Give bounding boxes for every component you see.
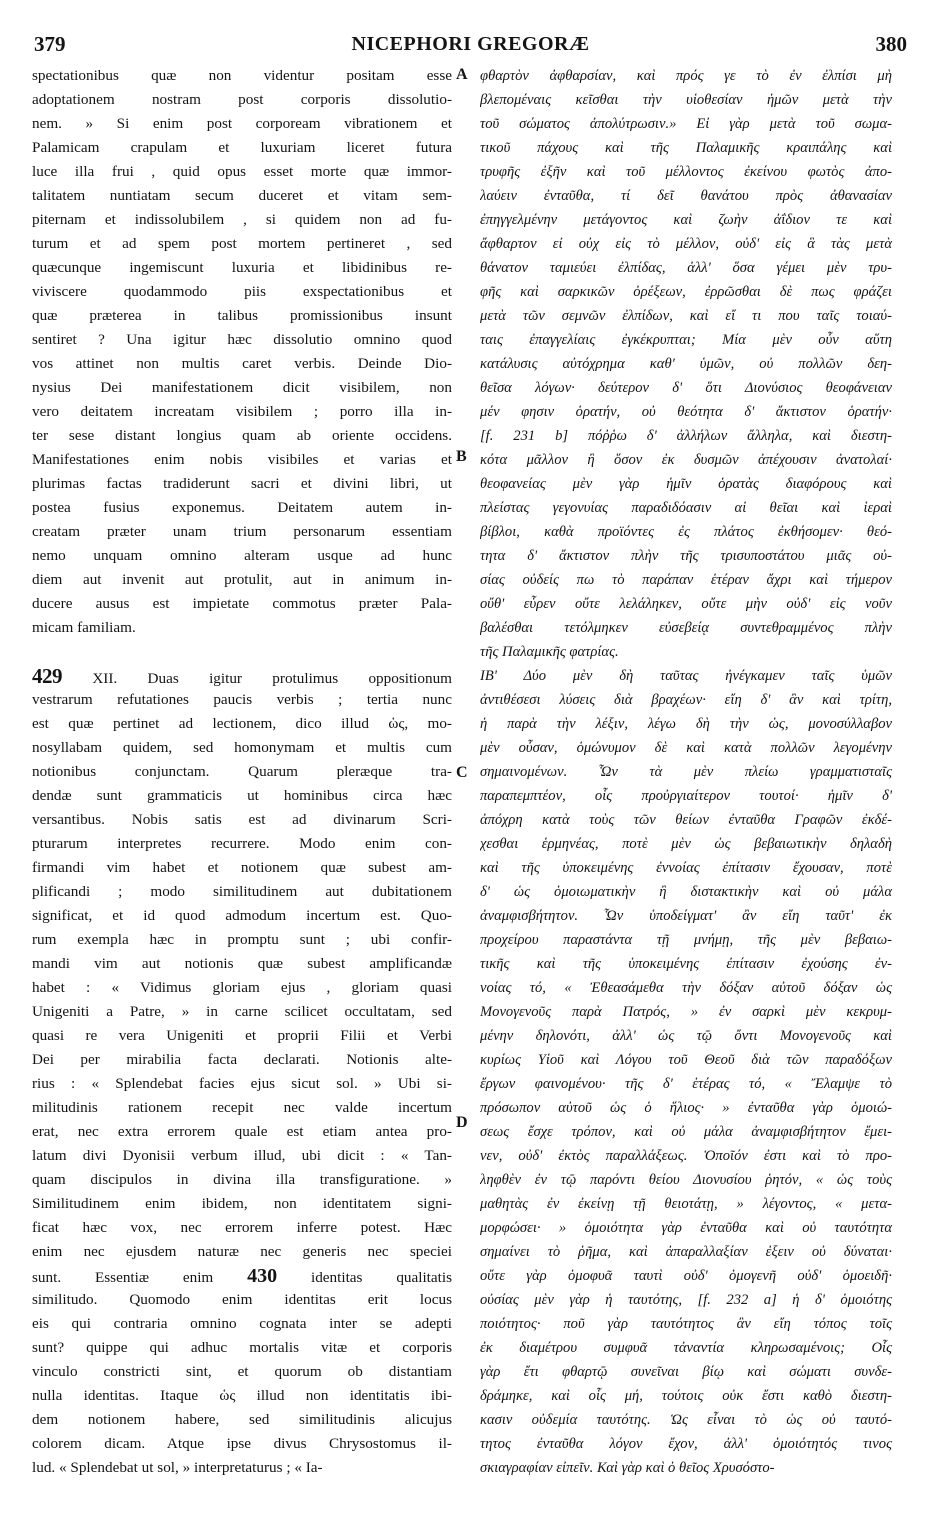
- section-marker-c: C: [456, 764, 468, 781]
- text-line: nemo unquam omnino alteram usque ad hunc: [32, 547, 452, 564]
- text-line: Similitudinem enim ibidem, non identitatem signi-: [32, 1195, 452, 1212]
- text-span: identitas qualitatis: [310, 1269, 452, 1286]
- text-line: θάνατον ταμιεύει ἐλπίδας, ἀλλ' ὅσα γέμει μὲν τρυ-: [480, 260, 892, 276]
- text-line: ποιότητος· ποῦ γὰρ ταυτότητος ἂν εἴη τόπος τοῖς: [480, 1316, 892, 1332]
- text-line: κασιν οὐδεμία ταυτότης. Ὡς εἶναι τὸ ὡς οὐ ταυτό-: [480, 1412, 892, 1428]
- text-line: βλεπομέναις κεῖσθαι τὴν υἱοθεσίαν ἡμῶν μετὰ τὴν: [480, 92, 892, 108]
- section-marker-b: B: [456, 448, 467, 465]
- text-line: ἀπόχρη κατὰ τοὺς τῶν θείων ἐνταῦθα Γραφῶν ἐκδέ-: [480, 812, 892, 828]
- text-line: παραπεμπτέον, οἷς προὐργιαίτερον τουτοί· ἡμῖν δ': [480, 788, 892, 804]
- text-line: lud. « Splendebat ut sol, » interpretaturus ; « Ia-: [32, 1459, 323, 1476]
- text-line: μαθητὰς ἐν ἐκείνῃ τῇ θειοτάτῃ, » λέγοντος, « μετα-: [480, 1196, 892, 1212]
- text-line: ter sese distant longius quam ab oriente occidens.: [32, 427, 452, 444]
- text-line: δράμηκε, καὶ οἷς μή, τούτοις οὐκ ἔστι καθὸ διεστη-: [480, 1388, 892, 1404]
- text-line: δ' ὡς ὁμοιωματικὴν ἢ διστακτικὴν καὶ οὐ μάλα: [480, 884, 892, 900]
- latin-column: [32, 64, 452, 1480]
- text-line: μετὰ τῶν σεμνῶν ἐλπίδων, καὶ εἴ τι που ταῖς τοιαύ-: [480, 308, 892, 324]
- section-marker-d: D: [456, 1114, 468, 1131]
- text-line: τοῦ σώματος ἀπολύτρωσιν.» Εἰ γὰρ μετὰ τοῦ σωμα-: [480, 116, 892, 132]
- text-line: Μονογενοῦς παρὰ Πατρός, » ἐν σαρκὶ μὲν κεκρυμ-: [480, 1004, 892, 1020]
- text-line: νοίας τό, « Ἐθεασάμεθα τὴν δόξαν αὐτοῦ δόξαν ὡς: [480, 980, 892, 996]
- text-line: significat, et id quod admodum incertum est. Quo-: [32, 907, 452, 924]
- text-line: Palamicam crapulam et luxuriam liceret futura: [32, 139, 452, 156]
- text-line: similitudo. Quomodo enim identitas erit locus: [32, 1291, 452, 1308]
- text-line: colorem dicam. Atque ipse divus Chrysostomus il-: [32, 1435, 452, 1452]
- text-line: quæ præterea in talibus promissionibus insunt: [32, 307, 452, 324]
- text-line: micam familiam.: [32, 619, 136, 636]
- text-line: Manifestationes enim nobis visibiles et varias et: [32, 451, 452, 468]
- text-line: notionibus conjunctam. Quarum pleræque tra-: [32, 763, 452, 780]
- text-line: [32, 664, 452, 688]
- text-line: τικοῦ πάχους καὶ τῆς Παλαμικῆς κραιπάλης καὶ: [480, 140, 892, 156]
- text-line: spectationibus quæ non videntur positam esse: [32, 67, 452, 84]
- section-marker-a: A: [456, 66, 468, 83]
- running-header: [30, 30, 911, 60]
- text-line: τρυφῆς ἐξῆν καὶ τοῦ μέλλοντος ἐκείνου φωτὸς ἀπο-: [480, 164, 892, 180]
- text-line: nulla identitas. Itaque ὡς illud non identitatis ibi-: [32, 1387, 452, 1404]
- page-number-right: 380: [875, 32, 907, 56]
- text-line: κατάλυσις αὐτόχρημα καθ' ὑμῶν, οὐ πολλῶν δεη-: [480, 356, 892, 372]
- text-line: latum divi Dyonisii verbum illud, ubi dicit : « Tan-: [32, 1147, 452, 1164]
- text-line: μέν φησιν ὁρατήν, οὐ θεότητα δ' ἄκτιστον ὁρατήν·: [480, 404, 892, 420]
- text-line: ἐκ διαμέτρου συμφυᾶ τἀναντία κληρωσαμένοις; Οἷς: [480, 1340, 892, 1356]
- text-line: ἡ παρὰ τὴν λέξιν, λέγω δὴ τὴν ὡς, μονοσύλλαβον: [480, 716, 892, 732]
- text-line: ἄφθαρτον εἰ οὐχ εἰς τὸ μέλλον, οὐδ' εἰς ἃ τὰς μετὰ: [480, 236, 892, 252]
- text-line: creatam præter unam trium personarum essentiam: [32, 523, 452, 540]
- text-line: dendæ sunt grammaticis ut hominibus circa hæc: [32, 787, 452, 804]
- text-line: luce illa frui , quid opus esset morte quæ immor-: [32, 163, 452, 180]
- text-line: nosyllabam quidem, sed homonymam et multis cum: [32, 739, 452, 756]
- text-line: plurimas factas tradiderunt sacri et divini libri, ut: [32, 475, 452, 492]
- text-line: piternam et indissolubilem , si quidem non ad fu-: [32, 211, 452, 228]
- text-line: sunt? quippe qui adhuc mortalis vitæ et corporis: [32, 1339, 452, 1356]
- text-line: enim nec ejusdem naturæ nec generis nec speciei: [32, 1243, 452, 1260]
- text-line: ἀναμφισβήτητον. Ὧν ὑποδείγματ' ἂν εἴη ταῦτ' ἐκ: [480, 908, 892, 924]
- text-line: erat, nec extra errorem quale est etiam antea pro-: [32, 1123, 452, 1140]
- text-line: postea fusius exponemus. Deitatem autem in-: [32, 499, 452, 516]
- text-line: θεῖσα λόγων· δεύτερον δ' ὅτι Διονύσιος θεοφάνειαν: [480, 380, 892, 396]
- text-line: φθαρτὸν ἀφθαρσίαν, καὶ πρός γε τὸ ἐν ἐλπίσι μὴ: [480, 68, 892, 84]
- text-line: οὔτε γὰρ ὁμοφυᾶ ταυτὶ οὐδ' ὁμογενῆ οὐδ' ὁμοειδῆ·: [480, 1268, 892, 1284]
- text-line: σίας οὐδείς πω τὸ παράπαν ἑτέραν ἄχρι καὶ τήμερον: [480, 572, 892, 588]
- text-line: habet : « Vidimus gloriam ejus , gloriam quasi: [32, 979, 452, 996]
- text-line: οὔθ' εὗρεν οὔτε λελάληκεν, οὔτε μὴν οὐδ' εἰς νοῦν: [480, 596, 892, 612]
- text-span: sunt. Essentiæ enim: [32, 1269, 214, 1286]
- column-number-429: 429: [32, 664, 62, 688]
- text-line: τητα δ' ἄκτιστον πλὴν τῆς τρισυποστάτου μιᾶς οὐ-: [480, 548, 892, 564]
- text-line: rius : « Splendebat facies ejus sicut sol. » Ubi si-: [32, 1075, 452, 1092]
- text-line: Unigeniti a Patre, » in carne scilicet occultatam, sed: [32, 1003, 452, 1020]
- text-line: σημαίνει τὸ ῥῆμα, καὶ ἀπαραλλαξίαν ἐξειν οὐ δύναται·: [480, 1244, 892, 1260]
- text-line: ΙΒ' Δύο μὲν δὴ ταῦτας ἠνέγκαμεν ταῖς ὑμῶν: [480, 668, 892, 684]
- text-line: dem notionem habere, sed similitudinis alicujus: [32, 1411, 452, 1428]
- text-line: πλείστας γεγονυίας παραδιδόασιν αἱ θεῖαι καὶ ἱεραὶ: [480, 500, 892, 516]
- text-line: ἔργων φαινομένου· τῆς δ' ἑτέρας τό, « Ἔλαμψε τὸ: [480, 1076, 892, 1092]
- text-line: χεσθαι ἑρμηνέας, ποτὲ μὲν ὡς βεβαιωτικὴν δηλαδὴ: [480, 836, 892, 852]
- text-line: vinculo constricti sint, et quorum ob distantiam: [32, 1363, 452, 1380]
- text-line: οὐσίας μὲν γὰρ ἡ ταυτότης, [f. 232 a] ἡ δ' ὁμοιότης: [480, 1292, 892, 1308]
- text-line: talitatem nuntiatam secum duceret et vitam sem-: [32, 187, 452, 204]
- text-line: βίβλοι, καθὰ προϊόντες ἐς πλάτος ἐκθήσομεν· θεό-: [480, 524, 892, 540]
- text-line: mandi vim aut notionis quæ subest amplificandæ: [32, 955, 452, 972]
- text-line: vero deitatem increatam visibilem ; porro illa in-: [32, 403, 452, 420]
- text-line: vestrarum refutationes paucis verbis ; tertia nunc: [32, 691, 452, 708]
- text-line: nysius Dei manifestationem dicit visibilem, non: [32, 379, 452, 396]
- text-line: ληφθὲν ἐν τῷ παρόντι θείου Διονυσίου ῥητόν, « ὡς τοὺς: [480, 1172, 892, 1188]
- text-line: μορφώσει· » ὁμοιότητα γὰρ ἐνταῦθα καὶ οὐ ταυτότητα: [480, 1220, 892, 1236]
- text-line: nem. » Si enim post corpoream vibrationem et: [32, 115, 452, 132]
- text-line: diem aut invenit aut protulit, aut in animum in-: [32, 571, 452, 588]
- text-line: ducere ausus est impietate commotus præter Pala-: [32, 595, 452, 612]
- text-line: κυρίως Υἱοῦ καὶ Λόγου τοῦ Θεοῦ διὰ τῶν παραδόξων: [480, 1052, 892, 1068]
- text-line: μὲν οὖσαν, ὁμώνυμον δὲ καὶ κατὰ πολλῶν λεγομένην: [480, 740, 892, 756]
- text-line: τητος ἐνταῦθα λόγον ἔχον, ἀλλ' ὁμοιότητός τινος: [480, 1436, 892, 1452]
- text-line: καὶ τῆς ὑποκειμένης ἐννοίας ἐπίτασιν ἔχουσαν, ποτὲ: [480, 860, 892, 876]
- text-line: militudinis rationem recepit nec valde incertum: [32, 1099, 452, 1116]
- text-line: ἀντιθέσεσι λύσεις διὰ βραχέων· εἴη δ' ἂν καὶ τρίτη,: [480, 692, 892, 708]
- text-line: pturarum interpretes recurrere. Modo enim con-: [32, 835, 452, 852]
- page-number-left: 379: [34, 32, 66, 56]
- column-number-430: 430: [247, 1265, 278, 1287]
- text-line: firmandi vim habet et notionem quæ subest am-: [32, 859, 452, 876]
- text-line: rum exempla hæc in promptu sunt ; ubi confir-: [32, 931, 452, 948]
- text-line: ἐπηγγελμένην μετάγοντος καὶ ζωὴν ἀΐδιον τε καὶ: [480, 212, 892, 228]
- text-line: Dei per mirabilia facta declarati. Notionis alte-: [32, 1051, 452, 1068]
- text-line: [32, 1264, 452, 1288]
- text-line: quæcunque ingemiscunt luxuria et libidinibus re-: [32, 259, 452, 276]
- text-line: versantibus. Nobis satis est ad divinarum Scri-: [32, 811, 452, 828]
- text-line: ταις ἐπαγγελίαις ἐγκέκρυπται; Μία μὲν οὖν αὕτη: [480, 332, 892, 348]
- text-line: sentiret ? Una igitur hæc dissolutio omnino quod: [32, 331, 452, 348]
- text-line: φῆς καὶ σαρκικῶν ὀρέξεων, ἐρρῶσθαι δὲ πως φράζει: [480, 284, 892, 300]
- greek-column: [480, 64, 892, 1480]
- text-line: ficat hæc vox, nec errorem inferre potest. Hæc: [32, 1219, 452, 1236]
- text-line: πρόσωπον αὐτοῦ ὡς ὁ ἥλιος· » ἐνταῦθα γὰρ ὁμοιώ-: [480, 1100, 892, 1116]
- text-line: adoptationem nostram post corporis dissolutio-: [32, 91, 452, 108]
- text-line: viviscere quodammodo piis exspectationibus et: [32, 283, 452, 300]
- text-line: κότα μᾶλλον ἢ ὅσον ἐκ δυσμῶν ἀπέχουσιν ἀνατολαί·: [480, 452, 892, 468]
- text-line: plificandi ; modo similitudinem aut dubitationem: [32, 883, 452, 900]
- text-line: σκιαγραφίαν εἰπεῖν. Καὶ γὰρ καὶ ὁ θεῖος Χρυσόστο-: [480, 1460, 775, 1476]
- text-line: νεν, οὐδ' ἐκτὸς παραλλάξεως. Ὁποῖόν ἐστι καὶ τὸ προ-: [480, 1148, 892, 1164]
- text-line: eis qui contraria omnino cognata inter se adepti: [32, 1315, 452, 1332]
- text-line: quam discipulos in divina illa transfiguratione. »: [32, 1171, 452, 1188]
- text-line: μένην δηλονότι, ἀλλ' ὡς τῷ ὄντι Μονογενοῦς καὶ: [480, 1028, 892, 1044]
- text-line: σημαινομένων. Ὧν τὰ μὲν πλείω γραμματισταῖς: [480, 764, 892, 780]
- text-line: τῆς Παλαμικῆς φατρίας.: [480, 644, 619, 660]
- text-line: λαύειν ἐνταῦθα, τί δεῖ θανάτου πρὸς ἀθανασίαν: [480, 188, 892, 204]
- running-title: NICEPHORI GREGORÆ: [351, 33, 590, 55]
- text-line: turum et ad spem post mortem pertineret , sed: [32, 235, 452, 252]
- text-line: βαλέσθαι τετόλμηκεν εὐσεβείᾳ συντεθραμμένος πλὴν: [480, 620, 892, 636]
- text-line: σεως ἔσχε τρόπον, καὶ οὐ μάλα ἀναμφισβήτητον ἔμει-: [480, 1124, 892, 1140]
- text-line: [f. 231 b] πόῤῥω δ' ἀλλήλων ἄλληλα, καὶ διεστη-: [480, 428, 892, 444]
- text-line: προχείρου παραστάντα τῇ μνήμῃ, τῆς μὲν βεβαιω-: [480, 932, 892, 948]
- text-line: vos attinet non multis caret verbis. Deinde Dio-: [32, 355, 452, 372]
- text-line: τικῆς καὶ τῆς ὑποκειμένης ἐπίτασιν ἐχούσης ἐν-: [480, 956, 892, 972]
- text-line: est quæ pertinet ad lectionem, dico illud ὡς, mo-: [32, 715, 452, 732]
- text-line: quasi re vera Unigeniti et proprii Filii et Verbi: [32, 1027, 452, 1044]
- paragraph-gap: [32, 640, 452, 664]
- text-line: θεοφανείας μὲν γὰρ ἡμῖν ὁρατὰς διαφόρους καὶ: [480, 476, 892, 492]
- text-line: γὰρ ἔτι φθαρτῷ συνεῖναι βίῳ καὶ σώματι συνδε-: [480, 1364, 892, 1380]
- text-span: XII. Duas igitur protulimus oppositionum: [92, 670, 452, 687]
